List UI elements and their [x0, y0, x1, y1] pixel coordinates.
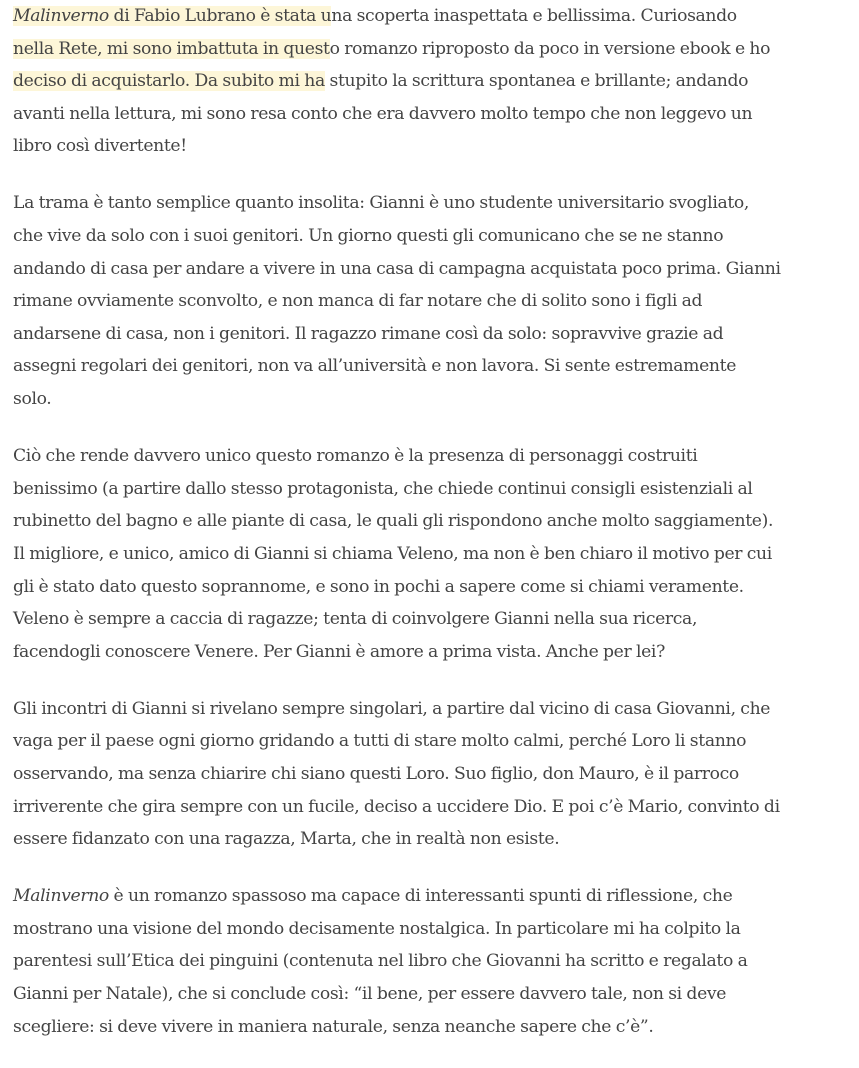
- text-line: assegni regolari dei genitori, non va all’università e non lavora. Si sente estremamente: [13, 356, 737, 377]
- highlighted-text: di Fabio Lubrano è stata u: [108, 6, 332, 26]
- text-line: Il migliore, e unico, amico di Gianni si chiama Veleno, ma non è ben chiaro il motivo per cui: [13, 543, 772, 564]
- text-line: vaga per il paese ogni giorno gridando a tutti di stare molto calmi, perché Loro li stanno: [13, 731, 747, 752]
- text-line: Gli incontri di Gianni si rivelano sempre singolari, a partire dal vicino di casa Giovanni, che: [13, 698, 771, 719]
- text-line: irriverente che gira sempre con un fucile, deciso a uccidere Dio. E poi c’è Mario, convinto di: [13, 796, 780, 817]
- paragraph-4: [13, 693, 853, 856]
- paragraph-2: [13, 187, 853, 415]
- text-line: [13, 0, 853, 33]
- book-title: Malinverno: [13, 886, 109, 907]
- text-line: mostrano una visione del mondo decisamente nostalgica. In particolare mi ha colpito la: [13, 918, 741, 939]
- text-line: Gianni per Natale), che si conclude così: “il bene, per essere davvero tale, non si deve: [13, 984, 727, 1005]
- text-line: facendogli conoscere Venere. Per Gianni è amore a prima vista. Anche per lei?: [13, 641, 665, 662]
- text-line: La trama è tanto semplice quanto insolita: Gianni è uno studente universitario svogliato,: [13, 193, 750, 214]
- text-line: Ciò che rende davvero unico questo romanzo è la presenza di personaggi costruiti: [13, 446, 698, 467]
- book-title: Malinverno: [13, 6, 109, 26]
- text-line: gli è stato dato questo soprannome, e sono in pochi a sapere come si chiami veramente.: [13, 576, 744, 597]
- paragraph-1: [13, 0, 853, 163]
- highlighted-text: nella Rete, mi sono imbattuta in quest: [13, 38, 330, 59]
- text-line: scegliere: si deve vivere in maniera naturale, senza neanche sapere che c’è”.: [13, 1016, 654, 1037]
- line-text: è un romanzo spassoso ma capace di interessanti spunti di riflessione, che: [108, 886, 733, 907]
- text-line: rubinetto del bagno e alle piante di casa, le quali gli rispondono anche molto saggiamente).: [13, 511, 774, 532]
- paragraph-3: [13, 440, 853, 668]
- text-line: che vive da solo con i suoi genitori. Un giorno questi gli comunicano che se ne stanno: [13, 226, 724, 247]
- text-line: andarsene di casa, non i genitori. Il ragazzo rimane così da solo: sopravvive grazie ad: [13, 323, 724, 344]
- text-line: rimane ovviamente sconvolto, e non manca di far notare che di solito sono i figli ad: [13, 291, 703, 312]
- text-line: Veleno è sempre a caccia di ragazze; tenta di coinvolgere Gianni nella sua ricerca,: [13, 609, 698, 630]
- line-text: o romanzo riproposto da poco in versione ebook e ho: [329, 38, 771, 59]
- text-line: essere fidanzato con una ragazza, Marta, che in realtà non esiste.: [13, 829, 560, 850]
- line-text: stupito la scrittura spontanea e brillante; andando: [324, 71, 749, 92]
- text-line: benissimo (a partire dallo stesso protagonista, che chiede continui consigli esistenziali al: [13, 478, 753, 499]
- text-line: osservando, ma senza chiarire chi siano questi Loro. Suo figlio, don Mauro, è il parroco: [13, 763, 739, 784]
- highlighted-text: deciso di acquistarlo. Da subito mi ha: [13, 71, 325, 92]
- paragraph-5: [13, 880, 853, 1043]
- text-line: [13, 65, 853, 98]
- text-line: avanti nella lettura, mi sono resa conto che era davvero molto tempo che non leggevo un: [13, 103, 753, 124]
- line-text: na scoperta inaspettata e bellissima. Curiosando: [331, 6, 737, 26]
- text-line: libro così divertente!: [13, 136, 187, 157]
- text-line: solo.: [13, 389, 52, 410]
- text-line: andando di casa per andare a vivere in una casa di campagna acquistata poco prima. Gianni: [13, 258, 781, 279]
- article-body: [13, 0, 853, 1068]
- text-line: [13, 33, 853, 66]
- text-line: parentesi sull’Etica dei pinguini (contenuta nel libro che Giovanni ha scritto e regalato a: [13, 951, 748, 972]
- text-line: [13, 880, 853, 913]
